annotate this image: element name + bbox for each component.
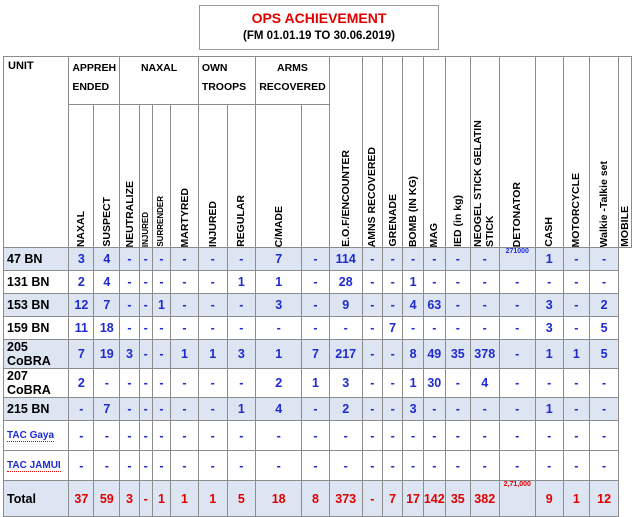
table-cell: - [302,451,330,481]
table-cell: - [171,451,199,481]
table-cell: - [535,369,563,398]
table-cell: - [302,271,330,294]
col-header: REGULAR [227,105,256,248]
col-header: MOBILE [619,57,632,248]
header-row-groups [4,57,632,105]
table-cell: - [423,398,445,421]
table-cell: 2 [256,369,302,398]
table-cell: - [470,451,499,481]
table-cell: 30 [423,369,445,398]
col-header: MAG [423,57,445,248]
table-cell: 378 [470,340,499,369]
table-cell: - [120,294,139,317]
table-cell: - [383,398,403,421]
col-header: AMNS RECOVERED [362,57,382,248]
total-cell: 5 [227,481,256,517]
table-row [4,248,632,271]
table-cell: - [329,451,362,481]
group-naxal: NAXAL [120,57,199,105]
table-cell: - [383,248,403,271]
table-cell: - [590,369,619,398]
date-range: (FM 01.01.19 TO 30.06.2019) [243,30,395,42]
table-cell: 2 [69,369,94,398]
table-cell: - [139,271,152,294]
table-cell: - [445,369,470,398]
total-cell: 18 [256,481,302,517]
table-cell: 4 [256,398,302,421]
total-cell: 1 [152,481,170,517]
col-header: C/MADE [256,105,302,248]
table-cell: 1 [171,340,199,369]
unit-cell: 159 BN [4,317,69,340]
table-cell: 7 [256,248,302,271]
table-cell: 11 [69,317,94,340]
table-cell: 3 [69,248,94,271]
total-cell: 3 [120,481,139,517]
table-cell: 19 [94,340,120,369]
table-cell: - [383,340,403,369]
table-cell: - [362,421,382,451]
col-header: MARTYRED [171,105,199,248]
table-cell: - [198,294,227,317]
table-cell: - [362,451,382,481]
table-cell: - [499,398,535,421]
table-cell: - [120,421,139,451]
unit-cell: 131 BN [4,271,69,294]
table-cell: - [171,294,199,317]
table-cell: - [445,398,470,421]
table-cell: 7 [94,398,120,421]
table-cell: 1 [256,340,302,369]
table-cell: 1 [198,340,227,369]
table-cell: - [69,451,94,481]
col-header: MOTORCYCLE [563,57,590,248]
table-cell: - [499,340,535,369]
table-cell: - [362,340,382,369]
table-cell: - [423,317,445,340]
title-box [199,5,439,50]
total-cell: 59 [94,481,120,517]
table-cell: - [120,271,139,294]
table-cell: - [423,421,445,451]
total-cell: 1 [563,481,590,517]
table-cell: - [590,398,619,421]
ops-table [3,56,632,517]
table-cell: - [423,451,445,481]
table-cell: - [590,248,619,271]
table-cell: - [590,451,619,481]
table-cell: 3 [403,398,423,421]
table-cell: - [302,248,330,271]
table-cell: - [563,398,590,421]
table-cell: 4 [94,248,120,271]
table-cell: - [139,317,152,340]
table-cell: - [198,421,227,451]
table-cell: - [198,317,227,340]
total-cell: 12 [590,481,619,517]
total-cell: 17 [403,481,423,517]
total-cell: 7 [383,481,403,517]
col-header: NAXAL [69,105,94,248]
table-cell: - [198,271,227,294]
group-arms-recovered: ARMS RECOVERED [256,57,330,105]
table-cell: 4 [94,271,120,294]
table-cell: - [383,294,403,317]
col-header: GRENADE [383,57,403,248]
table-cell: - [563,451,590,481]
table-cell: - [470,271,499,294]
table-cell: - [171,271,199,294]
table-cell: 49 [423,340,445,369]
table-cell: - [227,317,256,340]
table-cell: - [302,421,330,451]
table-cell: 271000 [499,248,535,271]
col-header: SURRENDER [152,105,170,248]
table-cell: 1 [535,398,563,421]
col-header: INJURED [139,105,152,248]
total-cell: 8 [302,481,330,517]
total-cell: 9 [535,481,563,517]
table-cell: - [403,317,423,340]
table-cell: 8 [403,340,423,369]
page-title: OPS ACHIEVEMENT [251,10,387,26]
table-cell: - [120,248,139,271]
table-cell: - [256,451,302,481]
table-cell: - [445,248,470,271]
table-cell: - [69,398,94,421]
table-cell: 5 [590,340,619,369]
table-cell: - [563,294,590,317]
table-cell: - [445,451,470,481]
table-cell: - [227,248,256,271]
table-cell: - [499,271,535,294]
table-cell: - [383,369,403,398]
table-cell: - [256,317,302,340]
table-cell: - [563,421,590,451]
table-cell: - [171,248,199,271]
table-cell: - [535,421,563,451]
table-cell: 1 [152,294,170,317]
table-cell: - [198,369,227,398]
table-cell: - [445,317,470,340]
table-cell: - [171,317,199,340]
table-cell: - [152,317,170,340]
table-cell: - [94,421,120,451]
table-cell: - [302,398,330,421]
table-row [4,398,632,421]
total-cell: 142 [423,481,445,517]
table-cell: - [139,451,152,481]
table-cell: - [171,398,199,421]
table-cell: 3 [227,340,256,369]
table-cell: 18 [94,317,120,340]
unit-cell: 207 CoBRA [4,369,69,398]
table-cell: 7 [302,340,330,369]
table-cell: - [152,340,170,369]
table-cell: 1 [403,369,423,398]
table-cell: 4 [403,294,423,317]
total-cell: 37 [69,481,94,517]
table-cell: - [256,421,302,451]
table-cell: 114 [329,248,362,271]
table-cell: - [152,248,170,271]
table-cell: 1 [302,369,330,398]
total-cell: 35 [445,481,470,517]
table-cell: 2 [329,398,362,421]
unit-header: UNIT [4,57,69,248]
table-cell: - [120,451,139,481]
table-cell: - [139,248,152,271]
table-cell: - [120,317,139,340]
table-cell: 1 [227,271,256,294]
unit-cell: 215 BN [4,398,69,421]
table-cell: - [152,421,170,451]
table-cell: - [383,271,403,294]
table-cell: - [227,421,256,451]
table-cell: - [563,369,590,398]
table-cell: 1 [403,271,423,294]
col-header: CASH [535,57,563,248]
table-cell: - [94,451,120,481]
table-cell: - [362,369,382,398]
unit-cell: 47 BN [4,248,69,271]
table-cell: 1 [256,271,302,294]
table-cell: - [329,421,362,451]
table-cell: - [302,317,330,340]
table-cell: - [499,369,535,398]
table-cell: - [171,421,199,451]
table-cell: - [139,294,152,317]
table-cell: 1 [535,340,563,369]
table-cell: - [329,317,362,340]
table-cell: 9 [329,294,362,317]
unit-cell: TAC JAMUI [4,451,69,481]
table-cell: - [362,398,382,421]
table-cell: - [445,421,470,451]
table-cell: - [362,248,382,271]
table-cell: - [198,248,227,271]
table-cell: - [470,421,499,451]
table-cell: - [499,421,535,451]
table-row [4,294,632,317]
table-cell: 5 [590,317,619,340]
table-cell: 2 [590,294,619,317]
table-cell: - [383,421,403,451]
unit-cell: 153 BN [4,294,69,317]
table-cell: 3 [120,340,139,369]
table-cell: - [152,398,170,421]
table-cell: 7 [383,317,403,340]
group-own-troops: OWN TROOPS [198,57,255,105]
table-row [4,369,632,398]
table-row [4,271,632,294]
table-cell: - [470,294,499,317]
total-cell: 373 [329,481,362,517]
table-cell: 4 [470,369,499,398]
table-cell: - [445,271,470,294]
table-cell: - [171,369,199,398]
table-cell: - [563,271,590,294]
table-row [4,340,632,369]
col-header: E.O.F/ENCOUNTER [329,57,362,248]
table-cell: - [94,369,120,398]
table-cell: 3 [256,294,302,317]
table-cell: - [535,451,563,481]
table-cell: - [302,294,330,317]
table-cell: - [499,294,535,317]
table-cell: 7 [69,340,94,369]
total-label: Total [4,481,69,517]
table-cell: - [139,421,152,451]
table-cell: - [152,451,170,481]
table-cell: 63 [423,294,445,317]
table-cell: - [403,421,423,451]
total-cell: 2,71,000 [499,481,535,517]
table-cell: - [590,421,619,451]
table-cell: - [227,369,256,398]
table-cell: - [499,451,535,481]
table-cell: - [563,248,590,271]
table-cell: - [139,369,152,398]
group-apprehended: APPREH ENDED [69,57,120,105]
col-header: Walkie -Talkie set [590,57,619,248]
table-cell: 3 [329,369,362,398]
table-cell: 2 [69,271,94,294]
table-cell: - [227,294,256,317]
table-cell: 3 [535,294,563,317]
table-cell: - [470,398,499,421]
table-cell: - [139,340,152,369]
total-cell: 1 [198,481,227,517]
table-cell: - [120,369,139,398]
table-cell: - [563,317,590,340]
table-row [4,451,632,481]
col-header: SUSPECT [94,105,120,248]
total-cell: 1 [171,481,199,517]
table-cell: - [69,421,94,451]
table-cell: - [403,451,423,481]
table-cell: 12 [69,294,94,317]
table-cell: - [470,248,499,271]
table-cell: - [470,317,499,340]
table-cell: - [383,451,403,481]
table-cell: - [198,398,227,421]
table-cell: - [499,317,535,340]
table-cell: 1 [563,340,590,369]
table-cell: - [139,398,152,421]
unit-cell: TAC Gaya [4,421,69,451]
total-cell: - [139,481,152,517]
table-cell: 217 [329,340,362,369]
table-cell: - [198,451,227,481]
table-cell: - [152,271,170,294]
table-cell: 7 [94,294,120,317]
table-cell: 28 [329,271,362,294]
table-cell: 35 [445,340,470,369]
col-header: IED (in kg) [445,57,470,248]
col-header: INJURED [198,105,227,248]
table-cell: - [152,369,170,398]
col-header: NEOGEL STICK GELATIN STICK [470,57,499,248]
table-cell: - [403,248,423,271]
table-cell: - [362,271,382,294]
table-cell: - [423,248,445,271]
col-header: DETONATOR [499,57,535,248]
col-header: NEUTRALIZE [120,105,139,248]
table-row [4,317,632,340]
table-cell: 1 [227,398,256,421]
total-cell: 382 [470,481,499,517]
table-row [4,421,632,451]
unit-cell: 205 CoBRA [4,340,69,369]
table-cell: - [535,271,563,294]
table-cell: - [362,317,382,340]
table-cell: 3 [535,317,563,340]
table-cell: - [590,271,619,294]
table-cell: 1 [535,248,563,271]
total-row [4,481,632,517]
table-cell: - [445,294,470,317]
table-cell: - [423,271,445,294]
table-cell: - [227,451,256,481]
col-header: BOMB (IN KG) [403,57,423,248]
table-cell: - [362,294,382,317]
total-cell: - [362,481,382,517]
table-cell: - [120,398,139,421]
